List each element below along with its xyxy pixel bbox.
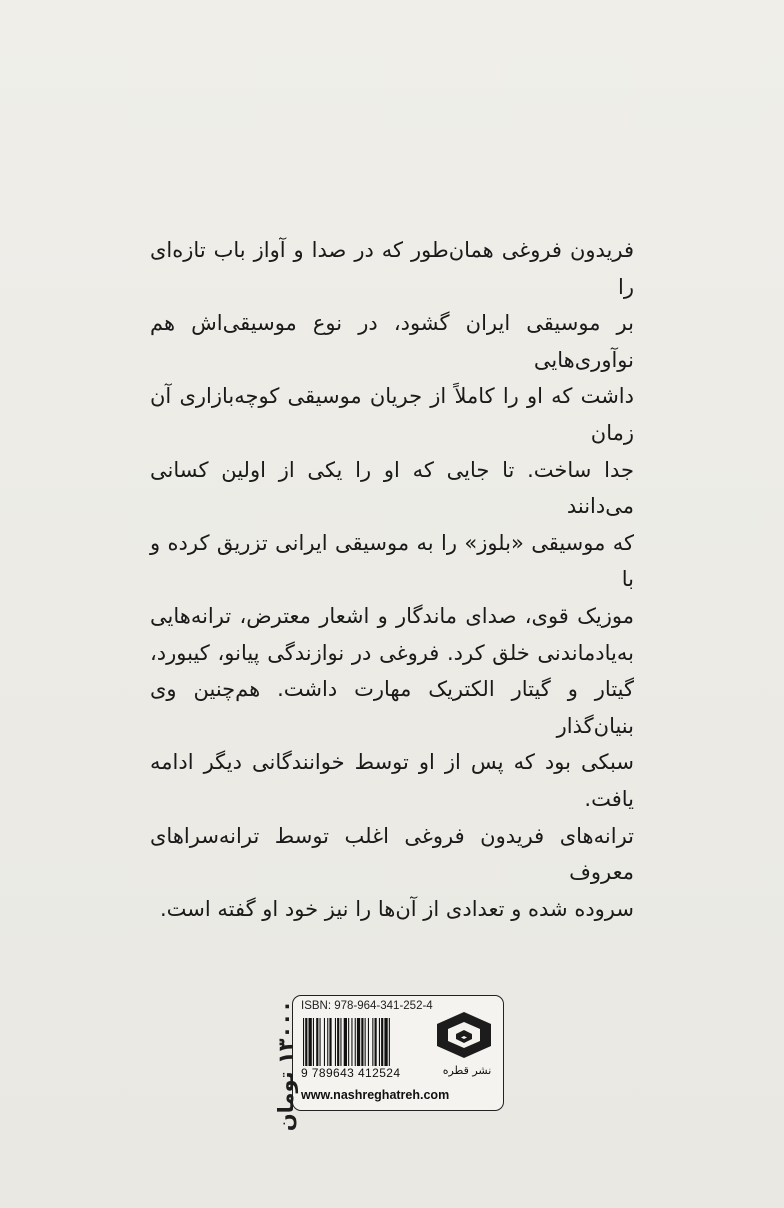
publisher-name: نشر قطره [442,1064,492,1077]
blurb-line: جدا ساخت. تا جایی که او را یکی از اولین کسانی می‌دانند [150,457,634,519]
qatreh-logo-icon [433,1010,495,1060]
barcode-box [292,995,504,1111]
blurb-line: سروده شده و تعدادی از آن‌ها را نیز خود او گفته است. [159,896,634,921]
blurb-line: گیتار و گیتار الکتریک مهارت داشت. هم‌چنین وی بنیان‌گذار [150,677,634,738]
blurb-line: داشت که او را کاملاً از جریان موسیقی کوچه‌بازاری آن زمان [150,384,634,445]
blurb-line: که موسیقی «بلوز» را به موسیقی ایرانی تزریق کرده و با [150,530,634,592]
isbn-label: ISBN: 978-964-341-252-4 [301,1000,433,1012]
blurb-line: موزیک قوی، صدای ماندگار و اشعار معترض، ترانه‌هایی [150,603,634,628]
price-label: ۱۳۰۰۰ تومان [274,1000,298,1132]
publisher-logo [433,1010,495,1060]
blurb-text [150,232,634,927]
barcode-icon [301,1018,425,1068]
blurb-line: بر موسیقی ایران گشود، در نوع موسیقی‌اش هم نوآوری‌هایی [150,311,634,372]
blurb-line: فریدون فروغی همان‌طور که در صدا و آواز باب تازه‌ای را [150,238,634,299]
blurb-line: سبکی بود که پس از او توسط خوانندگانی دیگر ادامه یافت. [150,750,634,811]
blurb-line: به‌یادماندنی خلق کرد. فروغی در نوازندگی پیانو، کیبورد، [150,640,634,665]
publisher-website: www.nashreghatreh.com [301,1088,450,1102]
blurb-line: ترانه‌های فریدون فروغی اغلب توسط ترانه‌سراهای معروف [150,823,634,885]
isbn-digits: 9 789643 412524 [301,1066,429,1080]
